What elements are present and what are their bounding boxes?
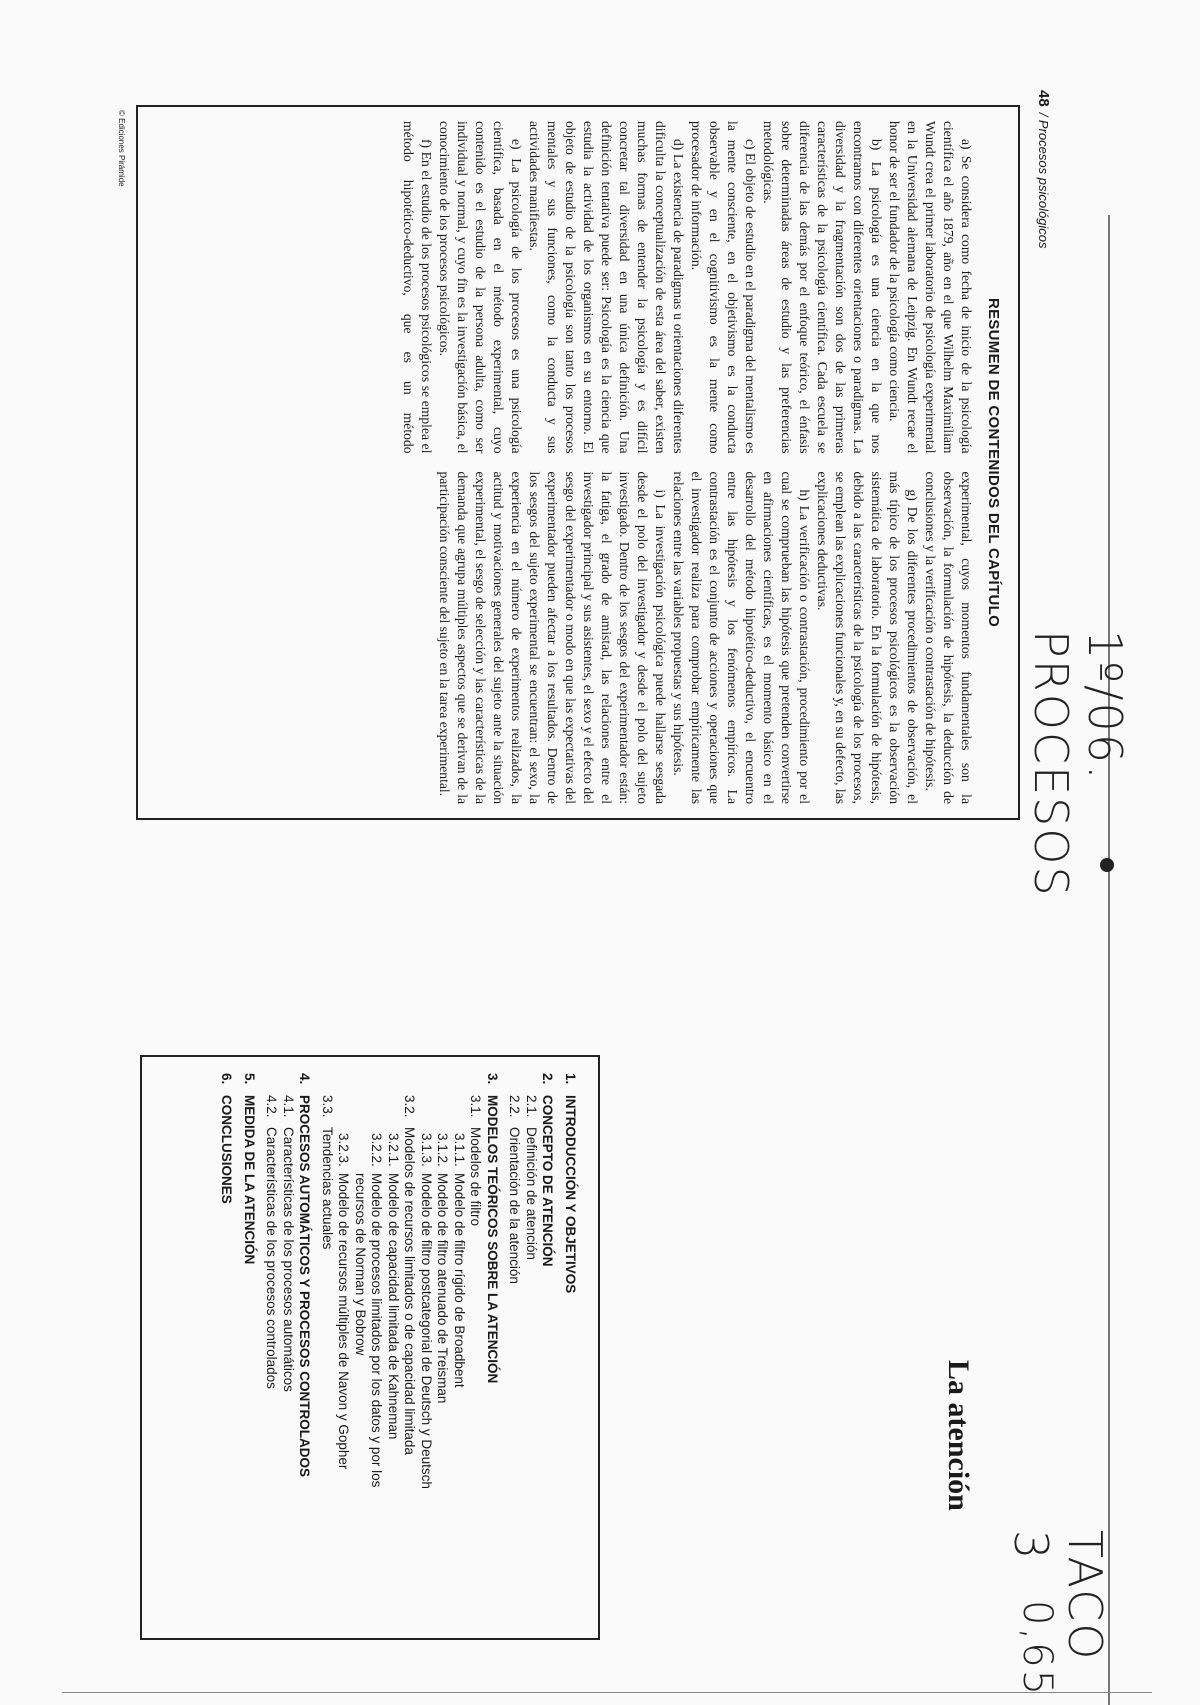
toc-entry	[506, 1073, 523, 1622]
handwritten-note-taco: TACO 3	[1004, 1530, 1112, 1662]
toc-entry-text: Modelo de filtro atenuado de Treisman	[435, 1173, 451, 1404]
summary-paragraph-g: g) De los diferentes procedimientos de observación, el más típico de los procesos psicológicos es la observación sistemática de laboratorio. En la formulación de hipótesis, debido a las características de la psicología de los procesos, se emplean las explicaciones funcionales y, en su defecto, las explicaciones deductivas.	[815, 471, 920, 804]
toc-entry-text: MEDIDA DE LA ATENCIÓN	[242, 1095, 257, 1265]
toc-entry-number: 3.3.	[320, 1095, 335, 1118]
toc-entry-text: Modelos de recursos limitados o de capacidad limitada	[402, 1127, 418, 1455]
toc-entry-number: 4.	[297, 1073, 313, 1085]
toc-entry	[467, 1073, 484, 1622]
toc-entry	[523, 1073, 540, 1622]
toc-entry-number: 3.1.2.	[435, 1133, 451, 1167]
toc-entry-number: 3.2.1.	[386, 1133, 401, 1167]
page-number: 48	[1035, 90, 1052, 107]
toc-entry-text: Modelo de filtro postcategorial de Deutsch y Deutsch	[419, 1173, 434, 1489]
toc-entry-number: 4.2.	[264, 1095, 280, 1118]
toc-entry-number: 3.1.	[468, 1095, 484, 1118]
toc-entry-number: 1.	[563, 1073, 578, 1085]
toc-entry	[418, 1073, 435, 1622]
toc-entry-text: Definición de atención	[524, 1127, 539, 1260]
toc-entry-text: recursos de Norman y Bobrow	[353, 1173, 368, 1356]
handwritten-note-course: 1º/06. PROCESOS	[1024, 630, 1132, 898]
toc-entry-number: 2.1.	[524, 1095, 539, 1118]
toc-entry	[401, 1073, 418, 1622]
toc-entry-text: CONCEPTO DE ATENCIÓN	[540, 1095, 556, 1267]
running-head-title: Procesos psicológicos	[1036, 119, 1051, 249]
summary-paragraph-f: f) En el estudio de los procesos psicológicos se emplea el método hipotético-deductivo, que es un método experimental, cuyos momentos fundamentales son la observación, la formulación de hipótesis, la deducción de conclusiones y la verificación o contrastación de hipótesis.	[401, 121, 974, 804]
publisher-footer: © Ediciones Pirámide	[117, 110, 126, 187]
toc-entry	[241, 1073, 258, 1622]
running-head: 48/ Procesos psicológicos	[1035, 90, 1052, 249]
toc-entry	[451, 1073, 468, 1622]
summary-paragraph-b: b) La psicología es una ciencia en la que nos encontramos con diferentes orientaciones o paradigmas. La diversidad y la fragmentación son dos de las primeras características de la psicología científica. Cada escuela se diferencia de las demás por el enfoque teórico, el énfasis sobre determinadas áreas de estudio y las preferencias metodológicas.	[761, 121, 884, 454]
toc-entry	[434, 1073, 451, 1622]
toc-entry	[296, 1073, 313, 1622]
toc-entry-number: 3.1.1.	[452, 1133, 467, 1167]
toc-entry	[218, 1073, 235, 1622]
toc-entry	[352, 1073, 369, 1622]
toc-entry	[335, 1073, 352, 1622]
summary-title: RESUMEN DE CONTENIDOS DEL CAPÍTULO	[985, 297, 1002, 628]
toc-entry	[484, 1073, 501, 1622]
toc-entry-text: CONCLUSIONES	[219, 1095, 235, 1204]
toc-entry	[539, 1073, 556, 1622]
toc-entry-text: Modelo de capacidad limitada de Kahneman	[386, 1173, 401, 1440]
toc-entry-number: 3.1.3.	[419, 1133, 434, 1167]
summary-paragraph-a: a) Se considera como fecha de inicio de la psicología científica el año 1879, año en el que Wilhelm Maximiliam Wundt crea el primer laboratorio de psicología experimental en la Universidad alemana de Leipzig. En Wundt recae el honor de ser el fundador de la psicología como ciencia.	[887, 121, 974, 454]
toc-entry-number: 5.	[242, 1073, 257, 1085]
toc-entry-number: 2.2.	[507, 1095, 523, 1118]
toc-entry-number: 2.	[540, 1073, 556, 1085]
handwritten-note-score: 0,65	[1014, 1600, 1060, 1698]
page-fold-line	[1108, 215, 1110, 1705]
toc-entry-text: Características de los procesos controlados	[264, 1127, 280, 1389]
summary-paragraph-d: d) La existencia de paradigmas u orientaciones diferentes dificulta la conceptualización de esta área del saber, existen muchas formas de entender la psicología y es difícil concretar tal diversidad en una única definición. Una definición tentativa puede ser: Psicología es la ciencia que estudia la actividad de los organismos en su entorno. El objeto de estudio de la psicología son tanto los procesos mentales y sus funciones, como la conducta y sus actividades manifiestas.	[527, 121, 686, 454]
toc-entry-number: 3.2.2.	[369, 1133, 385, 1167]
toc-entry-number: 6.	[219, 1073, 235, 1085]
toc-entry	[368, 1073, 385, 1622]
toc-entry-text: Tendencias actuales	[320, 1127, 335, 1250]
toc-entry-number: 3.2.3.	[336, 1133, 352, 1167]
toc-entry	[280, 1073, 297, 1622]
lower-page	[80, 1040, 1000, 1640]
toc-entry	[319, 1073, 336, 1622]
toc-entry-text: PROCESOS AUTOMÁTICOS Y PROCESOS CONTROLADOS	[297, 1095, 313, 1478]
toc-entry-text: Características de los procesos automáticos	[281, 1127, 296, 1392]
summary-paragraph-e: e) La psicología de los procesos es una psicología científica, basada en el método experimental, cuyo contenido es el estudio de la persona adulta, como ser individual y normal, y cuyo fin es la investigación básica, el conocimiento de los procesos psicológicos.	[437, 121, 524, 454]
toc-entry-text: Orientación de la atención	[507, 1127, 523, 1284]
toc-entry-text: Modelos de filtro	[468, 1127, 484, 1227]
toc-entry-text: Modelo de procesos limitados por los datos y por los	[369, 1173, 385, 1488]
summary-box	[136, 105, 1020, 820]
toc-entry-text: INTRODUCCIÓN Y OBJETIVOS	[563, 1095, 578, 1294]
summary-paragraph-h: h) La verificación o contrastación, procedimiento por el cual se comprueban las hipótesis que pretenden convertirse en afirmaciones científicas, es el momento básico en el desarrollo del método hipotético-deductivo, el encuentro entre las hipótesis y los fenómenos empíricos. La contrastación es el conjunto de acciones y operaciones que el investigador realiza para comprobar empíricamente las relaciones entre las variables propuestas y sus hipótesis.	[671, 471, 812, 804]
toc-entry-text: Modelo de recursos múltiples de Navon y Gopher	[336, 1173, 352, 1470]
toc-entry-text: Modelo de filtro rígido de Broadbent	[452, 1173, 467, 1388]
toc-entry-number: 3.2.	[402, 1095, 418, 1118]
summary-paragraph-c: c) El objeto de estudio en el paradigma del mentalismo es la mente consciente, en el objetivismo es la conducta observable y en el cognitivismo es la mente como procesador de información.	[689, 121, 758, 454]
toc-entry-number: 3.	[485, 1073, 500, 1085]
toc-entry-number: 4.1.	[281, 1095, 296, 1118]
scan-edge-line	[62, 1692, 1152, 1693]
summary-columns	[399, 121, 975, 804]
toc-entry	[562, 1073, 579, 1622]
chapter-title: La atención	[942, 1360, 975, 1511]
summary-paragraph-i: i) La investigación psicológica puede hallarse sesgada desde el polo del investigador y desde el polo del sujeto investigado. Dentro de los sesgos del experimentador están: la fatiga, el grado de amistad, las relaciones entre el investigador principal y sus asistentes, el sexo y el efecto del sesgo del experimentador o modo en que las expectativas del experimentador pueden afectar a los resultados. Dentro de los sesgos del sujeto experimental se encuentran: el sexo, la experiencia en el número de experimentos realizados, la actitud y motivaciones generales del sujeto ante la situación experimental, el sesgo de selección y las características de la demanda que agrupa múltiples aspectos que se derivan de la participación consciente del sujeto en la tarea experimental.	[437, 471, 668, 804]
table-of-contents	[140, 1055, 600, 1640]
toc-entry	[385, 1073, 402, 1622]
toc-entry-text: MODELOS TEÓRICOS SOBRE LA ATENCIÓN	[485, 1095, 500, 1384]
upper-page	[110, 90, 1060, 850]
toc-entry	[263, 1073, 280, 1622]
